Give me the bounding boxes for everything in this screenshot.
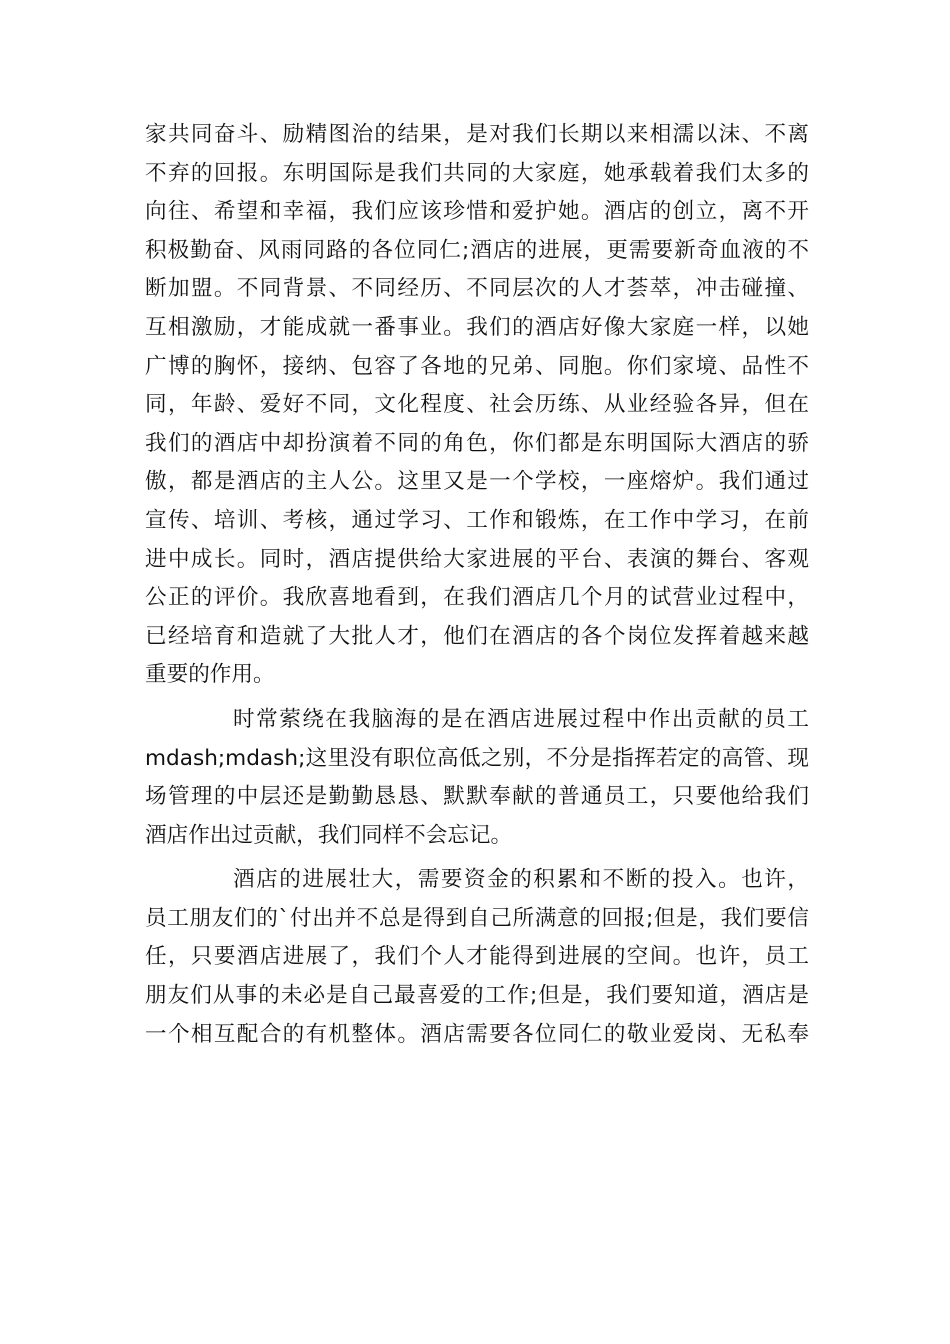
text-line: 任，只要酒店进展了，我们个人才能得到进展的空间。也许，员工	[145, 944, 809, 970]
paragraph-2	[145, 701, 809, 855]
text-line: 酒店作出过贡献，我们同样不会忘记。	[145, 822, 513, 848]
text-line: 同，年龄、爱好不同，文化程度、社会历练、从业经验各异，但在	[145, 392, 809, 418]
text-line: 朋友们从事的未必是自己最喜爱的工作;但是，我们要知道，酒店是	[145, 983, 809, 1009]
text-line: 互相激励，才能成就一番事业。我们的酒店好像大家庭一样，以她	[145, 314, 809, 340]
text-line: 家共同奋斗、励精图治的结果，是对我们长期以来相濡以沫、不离	[145, 122, 809, 147]
text-line: 傲，都是酒店的主人公。这里又是一个学校，一座熔炉。我们通过	[145, 469, 809, 495]
document-body	[145, 116, 809, 1054]
text-line: 已经培育和造就了大批人才，他们在酒店的各个岗位发挥着越来越	[145, 623, 809, 649]
text-line: 我们的酒店中却扮演着不同的角色，你们都是东明国际大酒店的骄	[145, 430, 809, 456]
text-line: 断加盟。不同背景、不同经历、不同层次的人才荟萃，冲击碰撞、	[145, 276, 809, 302]
text-line: 员工朋友们的`付出并不总是得到自己所满意的回报;但是，我们要信	[145, 905, 809, 931]
text-line: 重要的作用。	[145, 662, 275, 688]
text-line: 场管理的中层还是勤勤恳恳、默默奉献的普通员工，只要他给我们	[145, 784, 809, 810]
text-line: 广博的胸怀，接纳、包容了各地的兄弟、同胞。你们家境、品性不	[145, 353, 809, 379]
text-line: 不弃的回报。东明国际是我们共同的大家庭，她承载着我们太多的	[145, 160, 809, 186]
paragraph-1	[145, 116, 809, 695]
text-line: 酒店的进展壮大，需要资金的积累和不断的投入。也许，	[233, 867, 809, 893]
text-line: mdash;mdash;这里没有职位高低之别，不分是指挥若定的高管、现	[145, 745, 809, 771]
text-line: 宣传、培训、考核，通过学习、工作和锻炼，在工作中学习，在前	[145, 507, 809, 533]
text-line: 进中成长。同时，酒店提供给大家进展的平台、表演的舞台、客观	[145, 546, 809, 572]
text-line: 向往、希望和幸福，我们应该珍惜和爱护她。酒店的创立，离不开	[145, 199, 809, 225]
paragraph-3	[145, 861, 809, 1054]
text-line: 一个相互配合的有机整体。酒店需要各位同仁的敬业爱岗、无私奉	[145, 1021, 809, 1047]
text-line: 公正的评价。我欣喜地看到，在我们酒店几个月的试营业过程中，	[145, 585, 809, 611]
text-line: 积极勤奋、风雨同路的各位同仁;酒店的进展，更需要新奇血液的不	[145, 237, 809, 263]
text-line: 时常萦绕在我脑海的是在酒店进展过程中作出贡献的员工	[233, 706, 809, 732]
